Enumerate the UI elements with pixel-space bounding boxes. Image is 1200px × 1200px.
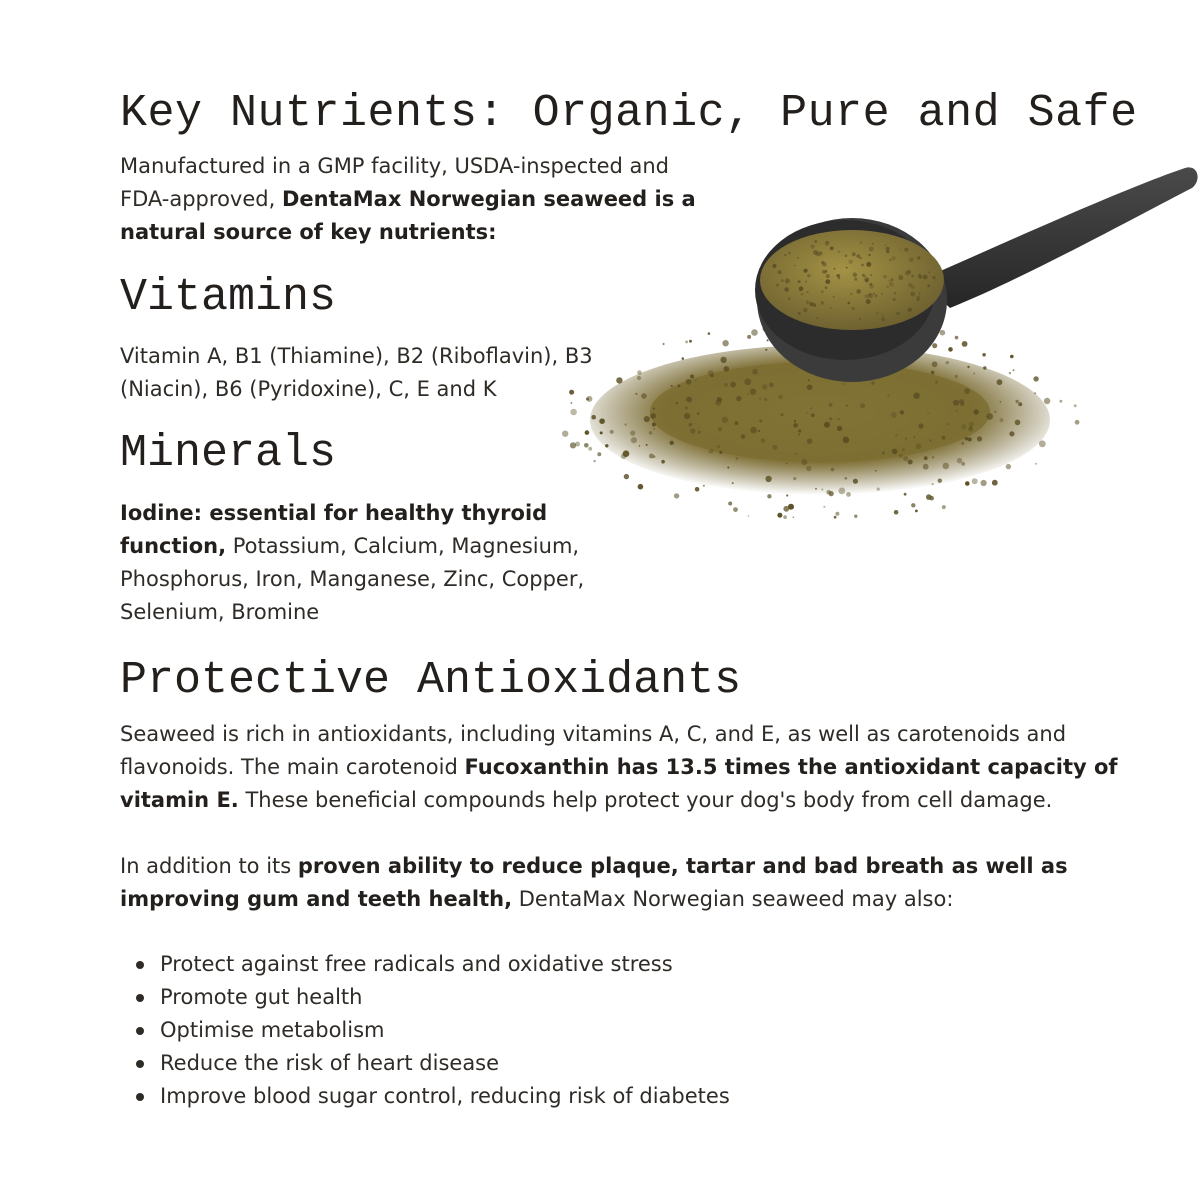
antioxidants-heading: Protective Antioxidants <box>120 655 742 706</box>
vitamins-list: Vitamin A, B1 (Thiamine), B2 (Riboflavin), B3 (Niacin), B6 (Pyridoxine), C, E and K <box>120 344 593 401</box>
antioxidants-bold: Fucoxanthin has 13.5 times the antioxidant capacity of vitamin E. <box>120 755 1118 812</box>
addition-bold: proven ability to reduce plaque, tartar and bad breath as well as improving gum and teeth health, <box>120 854 1068 911</box>
minerals-list <box>120 497 630 629</box>
benefits-list <box>132 948 730 1113</box>
list-item: Reduce the risk of heart disease <box>132 1047 730 1080</box>
intro-paragraph <box>120 150 720 249</box>
addition-text-2: DentaMax Norwegian seaweed may also: <box>512 887 954 911</box>
intro-text: Manufactured in a GMP facility, USDA-inspected and FDA-approved, <box>120 154 670 211</box>
intro-bold: DentaMax Norwegian seaweed is a natural source of key nutrients: <box>120 187 696 244</box>
antioxidants-text-2: These beneficial compounds help protect your dog's body from cell damage. <box>238 788 1053 812</box>
bullet-icon <box>136 1027 144 1035</box>
list-item: Improve blood sugar control, reducing risk of diabetes <box>132 1080 730 1113</box>
list-item: Protect against free radicals and oxidative stress <box>132 948 730 981</box>
minerals-bold: Iodine: essential for healthy thyroid function, <box>120 501 548 558</box>
antioxidants-text-1: Seaweed is rich in antioxidants, including vitamins A, C, and E, as well as carotenoids and flavonoids. The main carotenoid <box>120 722 1067 779</box>
minerals-heading: Minerals <box>120 428 337 479</box>
bullet-icon <box>136 1093 144 1101</box>
bullet-icon <box>136 994 144 1002</box>
list-item: Optimise metabolism <box>132 1014 730 1047</box>
list-item: Promote gut health <box>132 981 730 1014</box>
vitamins-heading: Vitamins <box>120 272 337 323</box>
addition-paragraph <box>120 850 1105 916</box>
antioxidants-paragraph <box>120 718 1135 817</box>
bullet-icon <box>136 1060 144 1068</box>
bullet-icon <box>136 961 144 969</box>
minerals-text: Potassium, Calcium, Magnesium, Phosphorus, Iron, Manganese, Zinc, Copper, Selenium, Bromine <box>120 534 585 624</box>
page-title: Key Nutrients: Organic, Pure and Safe <box>120 88 1138 139</box>
addition-text-1: In addition to its <box>120 854 298 878</box>
